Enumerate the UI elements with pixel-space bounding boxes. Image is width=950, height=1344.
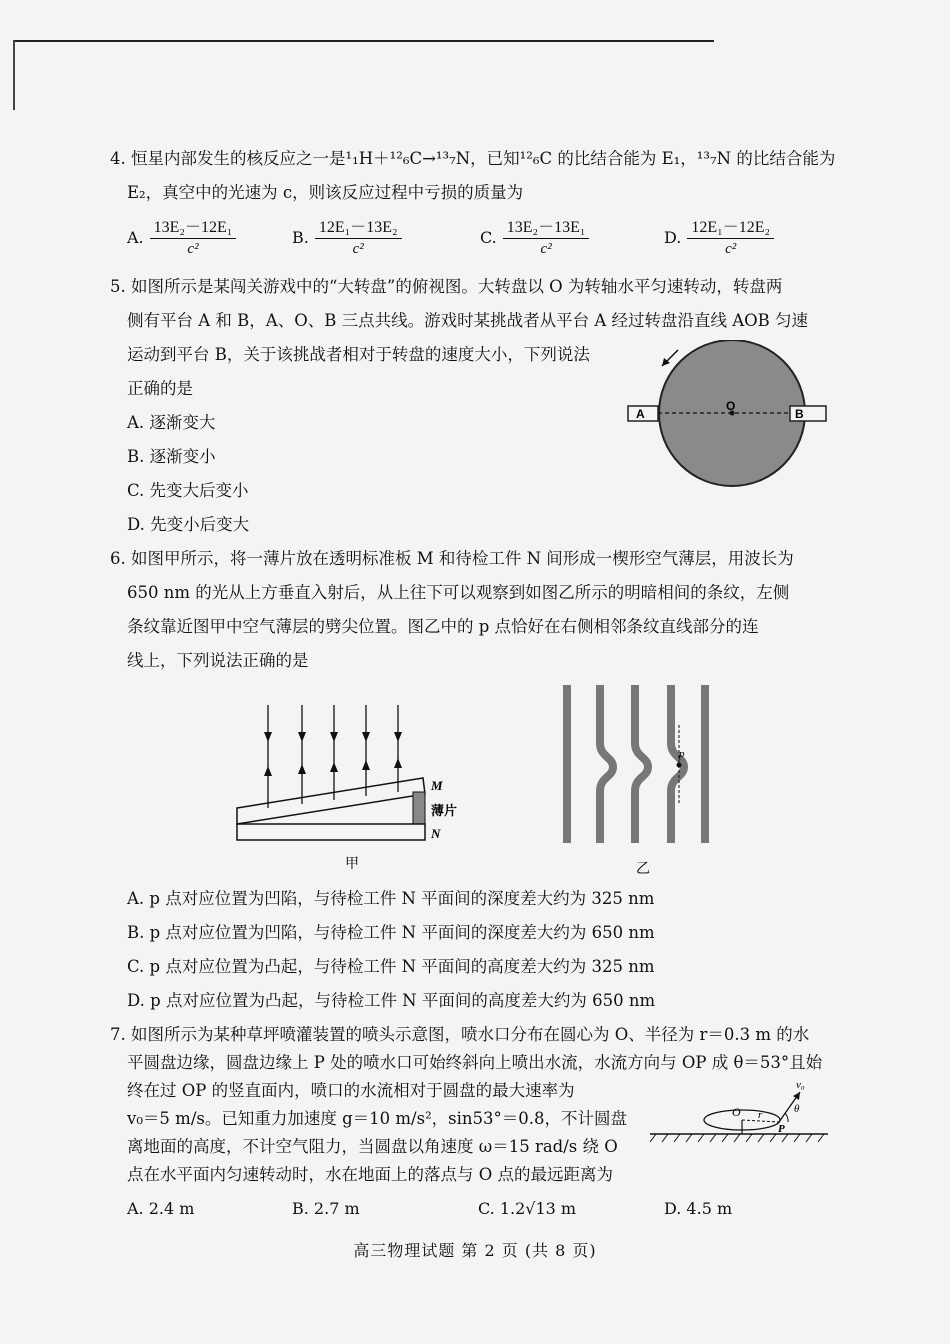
label-thin: 薄片 xyxy=(431,804,458,819)
q6-line2: 650 nm 的光从上方垂直入射后，从上往下可以观察到如图乙所示的明暗相间的条纹，左侧 xyxy=(127,583,790,602)
q4-line1: 4. 恒星内部发生的核反应之一是¹₁H＋¹²₆C→¹³₇N，已知¹²₆C 的比结合能为 E₁，¹³₇N 的比结合能为 xyxy=(110,149,836,168)
label-o7: O xyxy=(732,1105,741,1119)
q5-line1: 5. 如图所示是某闯关游戏中的“大转盘”的俯视图。大转盘以 O 为转轴水平匀速转动，转盘两 xyxy=(110,277,783,296)
caption-jia: 甲 xyxy=(345,856,359,872)
q6-option-d: D. p 点对应位置为凸起，与待检工件 N 平面间的高度差大约为 650 nm xyxy=(127,991,656,1010)
figure-yi xyxy=(555,685,725,880)
label-m: M xyxy=(431,778,443,793)
label-r: r xyxy=(758,1109,763,1121)
q5-line2: 侧有平台 A 和 B，A、O、B 三点共线。游戏时某挑战者从平台 A 经过转盘沿直线 AOB 匀速 xyxy=(127,311,809,330)
q6-line3: 条纹靠近图甲中空气薄层的劈尖位置。图乙中的 p 点恰好在右侧相邻条纹直线部分的连 xyxy=(127,617,759,636)
q5-option-a: A. 逐渐变大 xyxy=(127,413,216,432)
q7-line2: 平圆盘边缘，圆盘边缘上 P 处的喷水口可始终斜向上喷出水流，水流方向与 OP 成 θ＝53°且始 xyxy=(127,1053,823,1072)
q6-line1: 6. 如图甲所示，将一薄片放在透明标准板 M 和待检工件 N 间形成一楔形空气薄层，用波长为 xyxy=(110,549,794,568)
q7-line1: 7. 如图所示为某种草坪喷灌装置的喷头示意图，喷水口分布在圆心为 O、半径为 r＝0.3 m 的水 xyxy=(110,1025,810,1044)
q5-option-b: B. 逐渐变小 xyxy=(127,447,216,466)
q7-option-a: A. 2.4 m xyxy=(127,1199,195,1218)
q7-line4: v₀＝5 m/s。已知重力加速度 g＝10 m/s²，sin53°＝0.8，不计圆盘 xyxy=(127,1109,628,1128)
q4-option-b: B. $\frac{\text{12E₁－13E₂}}{\text{c²}}$ xyxy=(292,218,402,259)
plate-m xyxy=(237,778,425,824)
q7-line5: 离地面的高度，不计空气阻力，当圆盘以角速度 ω＝15 rad/s 绕 O xyxy=(127,1137,618,1156)
page-footer: 高三物理试题 第 2 页 (共 8 页) xyxy=(353,1241,597,1260)
label-p: p xyxy=(679,748,685,760)
label-b: B xyxy=(795,407,804,421)
turntable-figure xyxy=(620,340,835,490)
q7-option-c: C. 1.2√13 m xyxy=(478,1199,577,1218)
caption-yi: 乙 xyxy=(636,861,650,877)
q6-option-c: C. p 点对应位置为凸起，与待检工件 N 平面间的高度差大约为 325 nm xyxy=(127,957,655,976)
q7-line6: 点在水平面内匀速转动时，水在地面上的落点与 O 点的最远距离为 xyxy=(127,1165,614,1184)
label-a: A xyxy=(636,407,645,421)
q6-option-a: A. p 点对应位置为凹陷，与待检工件 N 平面间的深度差大约为 325 nm xyxy=(127,889,655,908)
top-border xyxy=(14,40,714,42)
q5-line4: 正确的是 xyxy=(127,379,193,398)
sprinkler-figure xyxy=(648,1078,833,1148)
thin-sheet xyxy=(413,792,425,824)
q6-line4: 线上，下列说法正确的是 xyxy=(127,651,309,670)
figure-jia xyxy=(225,700,475,880)
label-o: O xyxy=(726,399,736,413)
label-p7: P xyxy=(778,1123,785,1135)
q7-option-b: B. 2.7 m xyxy=(292,1199,360,1218)
q5-line3: 运动到平台 B，关于该挑战者相对于转盘的速度大小，下列说法 xyxy=(127,345,590,364)
q5-option-d: D. 先变小后变大 xyxy=(127,515,250,534)
label-v0: v₀ xyxy=(796,1079,805,1091)
workpiece-n xyxy=(237,824,425,840)
q7-line3: 终在过 OP 的竖直面内，喷口的水流相对于圆盘的最大速率为 xyxy=(127,1081,575,1100)
q6-option-b: B. p 点对应位置为凹陷，与待检工件 N 平面间的深度差大约为 650 nm xyxy=(127,923,655,942)
label-n: N xyxy=(431,826,441,841)
left-border xyxy=(13,40,15,110)
q7-option-d: D. 4.5 m xyxy=(664,1199,733,1218)
label-theta: θ xyxy=(794,1103,800,1115)
q4-option-a: A. $\frac{\text{13E₂－12E₁}}{\text{c²}}$ xyxy=(127,218,236,259)
q4-line2: E₂，真空中的光速为 c，则该反应过程中亏损的质量为 xyxy=(127,183,524,202)
q5-option-c: C. 先变大后变小 xyxy=(127,481,249,500)
q4-option-d: D. $\frac{\text{12E₁－12E₂}}{\text{c²}}$ xyxy=(664,218,774,259)
q4-option-c: C. $\frac{\text{13E₂－13E₁}}{\text{c²}}$ xyxy=(480,218,589,259)
